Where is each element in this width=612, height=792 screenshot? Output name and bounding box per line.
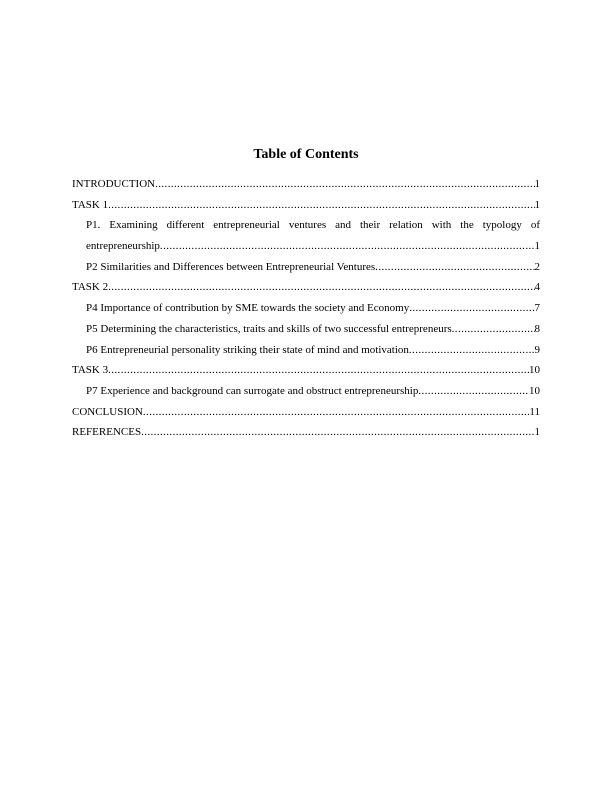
toc-title: Table of Contents [253, 147, 359, 162]
toc-entry-text: TASK 1 [72, 198, 109, 211]
toc-dot-leader [418, 381, 529, 402]
toc-entry-text: P6 Entrepreneurial personality striking their state of mind and motivation [86, 343, 409, 356]
toc-entry-p1[interactable] [72, 215, 540, 256]
toc-entry-p7[interactable] [72, 381, 540, 402]
toc-page-number: 2 [534, 260, 540, 273]
toc-entry-introduction[interactable] [72, 174, 540, 195]
toc-entry-task-2[interactable] [72, 277, 540, 298]
toc-dot-leader [141, 422, 534, 443]
toc-entry-text: CONCLUSION [72, 405, 143, 418]
toc-entry-p4[interactable] [72, 298, 540, 319]
toc-dot-leader [409, 340, 535, 361]
toc-dot-leader [155, 174, 534, 195]
toc-entry-text: REFERENCES [72, 426, 142, 439]
toc-page-number: 10 [529, 384, 540, 397]
toc-entry-task-3[interactable] [72, 360, 540, 381]
toc-page-number: 7 [534, 302, 540, 315]
toc-page-number: 11 [529, 405, 540, 418]
toc-page-number: 10 [529, 364, 540, 377]
toc-entry-task-1[interactable] [72, 195, 540, 216]
toc-page-number: 1 [534, 240, 540, 253]
toc-entry-text: TASK 2 [72, 281, 109, 294]
toc-entry-text: P1. Examining different entrepreneurial ventures and their relation with the typology of [86, 219, 540, 232]
toc-entry-p5[interactable] [72, 319, 540, 340]
toc-entry-p6[interactable] [72, 340, 540, 361]
toc-entry-text: P7 Experience and background can surrogate and obstruct entrepreneurship [86, 384, 419, 397]
toc-page-number: 4 [534, 281, 540, 294]
toc-page-number: 9 [534, 343, 540, 356]
toc-dot-leader [108, 360, 529, 381]
toc-dot-leader [108, 277, 534, 298]
toc-entry-text: P4 Importance of contribution by SME towards the society and Economy [86, 302, 410, 315]
toc-entry-text: P5 Determining the characteristics, traits and skills of two successful entrepreneurs [86, 322, 452, 335]
toc-dot-leader [108, 195, 534, 216]
toc-page-number: 1 [534, 426, 540, 439]
toc-entry-text: TASK 3 [72, 364, 109, 377]
table-of-contents [72, 174, 540, 443]
toc-page-number: 8 [534, 322, 540, 335]
toc-entry-p2[interactable] [72, 257, 540, 278]
toc-page-number: 1 [534, 178, 540, 190]
toc-dot-leader [375, 257, 534, 278]
toc-entry-references[interactable] [72, 422, 540, 443]
toc-entry-text: INTRODUCTION [72, 178, 156, 190]
toc-page-number: 1 [534, 198, 540, 211]
toc-dot-leader [143, 402, 530, 423]
toc-dot-leader [160, 236, 535, 257]
toc-dot-leader [409, 298, 534, 319]
toc-entry-text: P2 Similarities and Differences between Entrepreneurial Ventures [86, 260, 376, 273]
toc-dot-leader [452, 319, 535, 340]
toc-entry-text-continued: entrepreneurship [86, 240, 160, 253]
toc-entry-conclusion[interactable] [72, 402, 540, 423]
